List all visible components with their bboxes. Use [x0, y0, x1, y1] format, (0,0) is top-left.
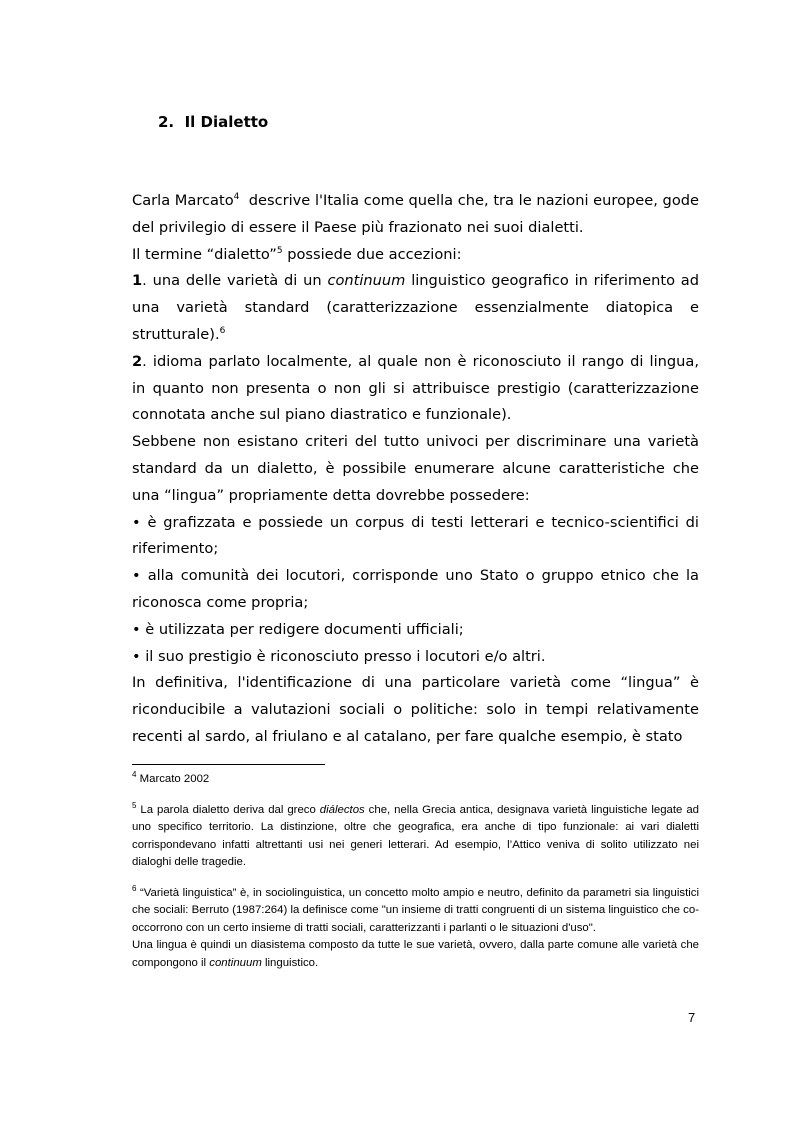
- paragraph-term: Il termine “dialetto”$^5$ possiede due accezioni:: [132, 245, 462, 263]
- footnote-separator: [132, 764, 325, 765]
- paragraph-conclusion: In definitiva, l'identificazione di una particolare varietà come “lingua” è riconducibile a valutazioni sociali o politiche: solo in tempi relativamente recenti al sardo, al friulano e al catalano, per fare qualche esempio, è stato: [132, 674, 699, 745]
- bullet-item: • alla comunità dei locutori, corrisponde uno Stato o gruppo etnico che la riconosca come propria;: [132, 567, 699, 611]
- paragraph-criteria: Sebbene non esistano criteri del tutto univoci per discriminare una varietà standard da un dialetto, è possibile enumerare alcune caratteristiche che una “lingua” propriamente detta dovrebbe possedere:: [132, 433, 699, 504]
- body-text: [132, 188, 699, 751]
- section-number: 2.: [158, 113, 175, 131]
- footnote-ref-4[interactable]: 4: [233, 192, 240, 203]
- footnote-ref-5[interactable]: 5: [276, 245, 283, 256]
- section-title: Il Dialetto: [184, 113, 269, 131]
- footnote-4: $^4$ Marcato 2002: [132, 770, 210, 785]
- footnotes: [132, 771, 699, 972]
- page-number: 7: [688, 1010, 696, 1025]
- section-heading: [158, 113, 268, 131]
- meaning-item-1: 1. una delle varietà di un continuum linguistico geografico in riferimento ad una varietà standard (caratterizzazione essenzialmente diatopica e strutturale).$^6$: [132, 272, 700, 343]
- paragraph-intro: Carla Marcato$^4$ descrive l'Italia come quella che, tra le nazioni europee, gode del privilegio di essere il Paese più frazionato nei suoi dialetti.: [132, 192, 699, 236]
- footnote-5: $^5$ La parola dialetto deriva dal greco diálectos che, nella Grecia antica, designava varietà linguistiche legate ad uno specifico territorio. La distinzione, oltre che geografica, era anche di tipo funzionale: ai vari dialetti corrispondevano infatti altrettanti usi nei generi letterari. Ad esempio, l’Attico veniva di solito utilizzato nei dialoghi delle tragedie.: [132, 800, 699, 868]
- footnote-ref-6[interactable]: 6: [219, 326, 226, 337]
- footnote-6: $^6$ “Varietà linguistica” è, in sociolinguistica, un concetto molto ampio e neutro, definito da parametri sia linguistici che sociali: Berruto (1987:264) la definisce come "un insieme di tratti congruenti di un sistema linguistico che co-occorrono con un certo insieme di tratti sociali, caratterizzanti i parlanti o le situazioni d'uso".: [132, 883, 699, 934]
- bullet-item: • è grafizzata e possiede un corpus di testi letterari e tecnico-scientifici di riferimento;: [132, 513, 699, 558]
- meaning-item-2: 2. idioma parlato localmente, al quale non è riconosciuto il rango di lingua, in quanto non presenta o non gli si attribuisce prestigio (caratterizzazione connotata anche sul piano diastratico e funzionale).: [132, 352, 699, 424]
- footnote-6-continuation: Una lingua è quindi un diasistema composto da tutte le sue varietà, ovvero, dalla parte comune alle varietà che compongono il continuum linguistico.: [132, 939, 699, 969]
- bullet-item: • è utilizzata per redigere documenti ufficiali;: [132, 620, 464, 638]
- bullet-item: • il suo prestigio è riconosciuto presso i locutori e/o altri.: [132, 647, 546, 665]
